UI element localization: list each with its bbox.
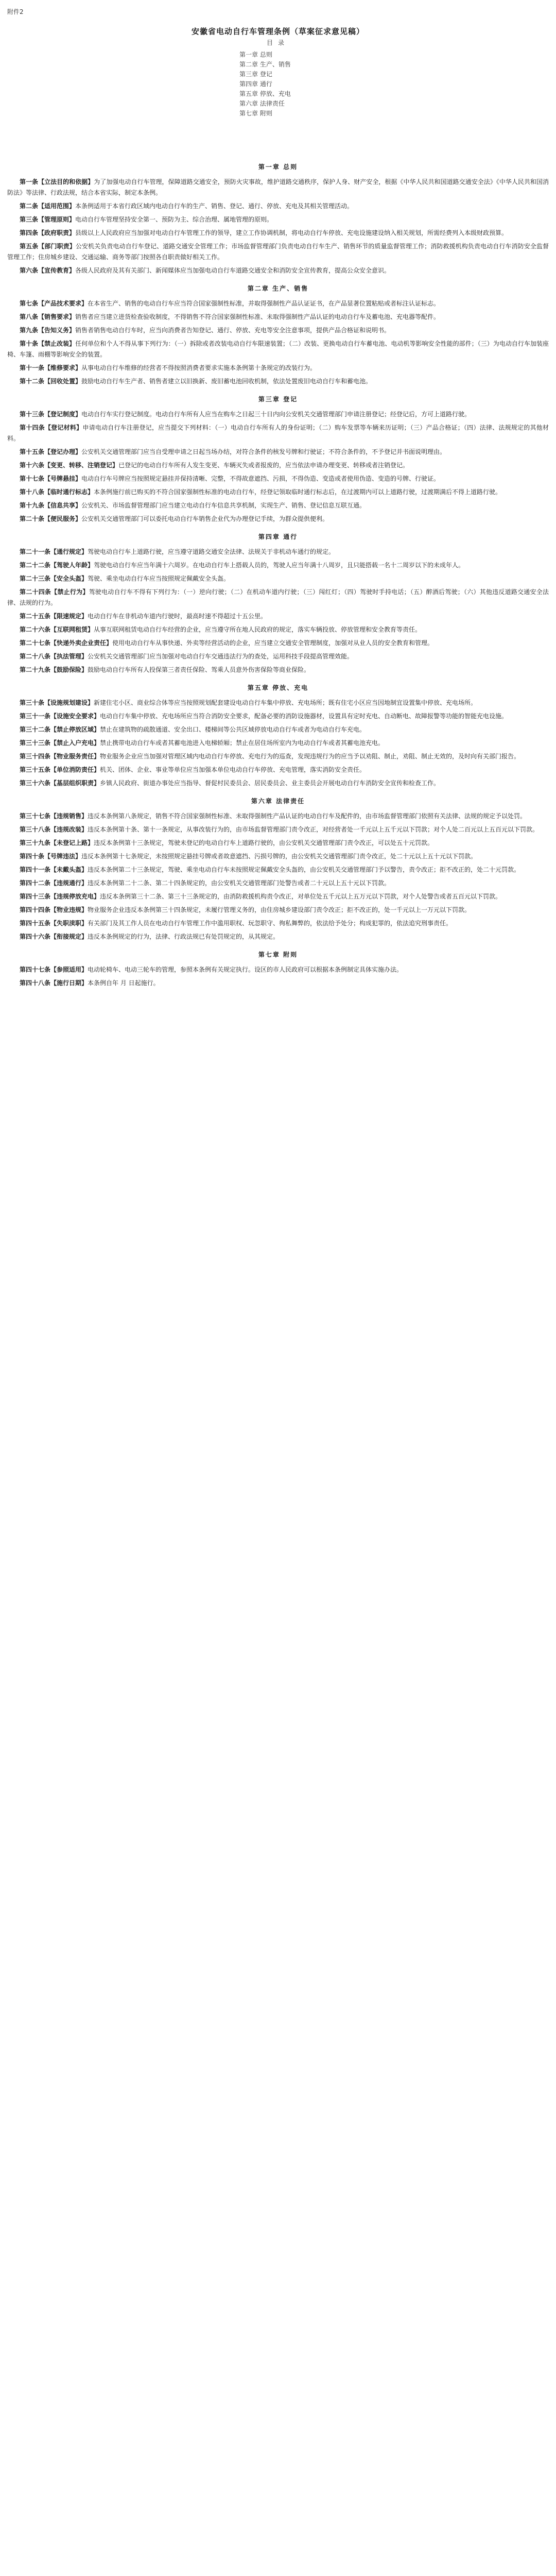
article-paragraph [7, 547, 549, 557]
article-text: 在本省生产、销售的电动自行车应当符合国家强制性标准，并取得强制性产品认证证书，在产品显著位置粘贴或者标注认证标志。 [88, 300, 440, 307]
article-paragraph [7, 201, 549, 212]
article-heading: 第二十五条【限速规定】 [20, 613, 88, 620]
article-paragraph [7, 765, 549, 775]
article-text: 机关、团体、企业、事业等单位应当加强本单位电动自行车停放、充电管理，落实消防安全责任。 [100, 766, 366, 773]
toc-item: 第三章 登记 [239, 71, 272, 78]
article-heading: 第一条【立法目的和依据】 [20, 178, 94, 185]
article-heading: 第四十七条【参照适用】 [20, 966, 88, 973]
article-text: 驾驶电动自行车应当年满十六周岁。在电动自行车上搭载人员的，驾驶人应当年满十八周岁，且只能搭载一名十二周岁以下的未成年人。 [94, 562, 465, 569]
article-text: 销售者应当建立进货检查验收制度，不得销售不符合国家强制性标准、未取得强制性产品认证的电动自行车及蓄电池、充电器等配件。 [75, 313, 440, 320]
chapter-title: 第六章 法律责任 [251, 798, 305, 805]
article-heading: 第十二条【回收处置】 [20, 378, 82, 385]
toc-item: 第七章 附则 [239, 110, 272, 117]
article-paragraph [7, 422, 549, 444]
article-heading: 第三十条【设施规划建设】 [20, 699, 94, 706]
article-heading: 第三十五条【单位消防责任】 [20, 766, 100, 773]
article-heading: 第二十条【便民服务】 [20, 515, 82, 522]
article-heading: 第八条【销售要求】 [20, 313, 76, 320]
article-heading: 第四十二条【违规通行】 [20, 879, 88, 887]
article-paragraph [7, 487, 549, 498]
table-of-contents [0, 38, 556, 118]
article-paragraph [7, 851, 549, 862]
article-paragraph [7, 228, 549, 239]
article-text: 销售者销售电动自行车时，应当向消费者告知登记、通行、停放、充电等安全注意事项，提供产品合格证和说明书。 [75, 327, 391, 334]
article-paragraph [7, 865, 549, 875]
article-heading: 第十三条【登记制度】 [20, 411, 82, 418]
article-paragraph [7, 460, 549, 471]
article-paragraph [7, 891, 549, 902]
article-text: 本条例适用于本省行政区域内电动自行车的生产、销售、登记、通行、停放、充电及其相关管理活动。 [75, 202, 354, 210]
article-heading: 第四十八条【施行日期】 [20, 979, 88, 987]
article-text: 电动轮椅车、电动三轮车的管理，参照本条例有关规定执行。设区的市人民政府可以根据本条例制定具体实施办法。 [88, 966, 403, 973]
article-paragraph [7, 638, 549, 649]
article-paragraph [7, 964, 549, 975]
article-text: 本条例施行前已购买的不符合国家强制性标准的电动自行车，经登记领取临时通行标志后，在过渡期内可以上道路行驶，过渡期满后不得上道路行驶。 [94, 488, 502, 496]
article-heading: 第四十条【号牌违法】 [20, 853, 82, 860]
article-text: 任何单位和个人不得从事下列行为：（一）拆除或者改装电动自行车限速装置；（二）改装、更换电动自行车蓄电池、电动机等影响安全性能的部件；（三）为电动自行车加装座椅、车篷、雨棚等影响安全的装置。 [7, 340, 549, 358]
article-paragraph [7, 265, 549, 276]
article-paragraph [7, 298, 549, 309]
article-heading: 第十一条【维修要求】 [20, 364, 82, 371]
article-heading: 第四十一条【未戴头盔】 [20, 866, 88, 873]
article-text: 电动自行车号牌应当按照规定悬挂并保持清晰、完整，不得故意遮挡、污损，不得伪造、变造或者使用伪造、变造的号牌、行驶证。 [81, 475, 440, 482]
article-text: 从事互联网租赁电动自行车经营的企业，应当遵守所在地人民政府的规定，落实车辆投放、停放管理和安全教育等责任。 [94, 626, 422, 633]
article-text: 违反本条例第二十三条规定，驾驶、乘坐电动自行车未按照规定佩戴安全头盔的，由公安机关交通管理部门予以警告，责令改正；拒不改正的，处二十元罚款。 [88, 866, 520, 873]
article-paragraph [7, 651, 549, 662]
chapter-title: 第二章 生产、销售 [247, 285, 309, 292]
attachment-label: 附件2 [7, 8, 24, 15]
article-text: 使用电动自行车从事快递、外卖等经营活动的企业，应当建立交通安全管理制度，加强对从业人员的安全教育和管理。 [112, 639, 434, 647]
article-heading: 第二条【适用范围】 [20, 202, 76, 210]
article-paragraph [7, 811, 549, 822]
article-paragraph [7, 338, 549, 360]
toc-item: 第六章 法律责任 [239, 100, 285, 107]
article-paragraph [7, 241, 549, 263]
article-paragraph [7, 698, 549, 708]
article-heading: 第九条【告知义务】 [20, 327, 76, 334]
article-paragraph [7, 447, 549, 457]
article-text: 县级以上人民政府应当加强对电动自行车管理工作的领导，建立工作协调机制，将电动自行车停放、充电设施建设纳入相关规划，所需经费列入本级财政预算。 [75, 229, 508, 236]
article-paragraph [7, 573, 549, 584]
article-text: 从事电动自行车维修的经营者不得按照消费者要求实施本条例第十条规定的改装行为。 [81, 364, 317, 371]
article-paragraph [7, 978, 549, 989]
article-paragraph [7, 665, 549, 675]
toc-item: 第一章 总则 [239, 51, 272, 58]
article-text: 新建住宅小区、商业综合体等应当按照规划配套建设电动自行车集中停放、充电场所；既有住宅小区应当因地制宜设置集中停放、充电场所。 [94, 699, 477, 706]
article-heading: 第三十九条【未登记上路】 [20, 839, 94, 846]
article-paragraph [7, 473, 549, 484]
article-text: 物业服务企业违反本条例第三十四条规定，未履行管理义务的，由住房城乡建设部门责令改正；拒不改正的，处一千元以上一万元以下罚款。 [88, 906, 471, 913]
article-text: 鼓励电动自行车所有人投保第三者责任保险、驾乘人员意外伤害保险等商业保险。 [88, 666, 310, 673]
article-text: 公安机关负责电动自行车登记、道路交通安全管理工作；市场监督管理部门负责电动自行车生产、销售环节的质量监督管理工作；消防救援机构负责电动自行车消防安全监督管理工作；住房城乡建设、交通运输、商务等部门按照各自职责做好相关工作。 [7, 243, 549, 261]
article-heading: 第二十九条【鼓励保险】 [20, 666, 88, 673]
article-text: 违反本条例第十条、第十一条规定，从事改装行为的，由市场监督管理部门责令改正，对经营者处一千元以上五千元以下罚款；对个人处二百元以上五百元以下罚款。 [88, 826, 539, 833]
article-paragraph [7, 711, 549, 722]
chapter-title: 第三章 登记 [258, 396, 298, 403]
article-heading: 第七条【产品技术要求】 [20, 300, 88, 307]
article-heading: 第二十八条【执法管理】 [20, 653, 88, 660]
article-paragraph [7, 376, 549, 387]
article-text: 鼓励电动自行车生产者、销售者建立以旧换新、废旧蓄电池回收机制，依法处置废旧电动自行车和蓄电池。 [81, 378, 372, 385]
article-heading: 第三十三条【禁止入户充电】 [20, 739, 100, 747]
article-paragraph [7, 363, 549, 374]
chapter-title: 第一章 总则 [258, 163, 298, 171]
article-heading: 第二十二条【驾驶人年龄】 [20, 562, 94, 569]
article-text: 为了加强电动自行车管理，保障道路交通安全，预防火灾事故，维护道路交通秩序，保护人身、财产安全，根据《中华人民共和国道路交通安全法》《中华人民共和国消防法》等法律、行政法规，结合本省实际，制定本条例。 [7, 178, 549, 196]
chapter-title: 第五章 停放、充电 [247, 684, 309, 691]
toc-heading: 目录 [266, 39, 289, 46]
article-heading: 第六条【宣传教育】 [20, 267, 76, 274]
article-heading: 第三十四条【物业服务责任】 [20, 753, 100, 760]
article-text: 违反本条例第三十二条、第三十三条规定的，由消防救援机构责令改正，对单位处五千元以上五万元以下罚款，对个人处警告或者五百元以下罚款。 [100, 893, 502, 900]
article-text: 物业服务企业应当加强对管理区域内电动自行车停放、充电行为的巡查，发现违规行为的应当予以劝阻、制止，劝阻、制止无效的，及时向有关部门报告。 [100, 753, 520, 760]
article-heading: 第四条【政府职责】 [20, 229, 76, 236]
article-text: 电动自行车集中停放、充电场所应当符合消防安全要求，配备必要的消防设施器材，设置具有定时充电、自动断电、故障报警等功能的智能充电设施。 [100, 713, 508, 720]
article-paragraph [7, 312, 549, 323]
toc-item: 第二章 生产、销售 [239, 61, 291, 68]
article-heading: 第三条【管理原则】 [20, 216, 76, 223]
article-heading: 第四十四条【物业违规】 [20, 906, 88, 913]
article-text: 公安机关交通管理部门可以委托电动自行车销售企业代为办理登记手续，为群众提供便利。 [81, 515, 329, 522]
toc-item: 第四章 通行 [239, 80, 272, 88]
article-text: 乡镇人民政府、街道办事处应当指导、督促村民委员会、居民委员会、业主委员会开展电动自行车消防安全宣传和检查工作。 [100, 779, 440, 787]
article-text: 驾驶电动自行车上道路行驶，应当遵守道路交通安全法律、法规关于非机动车通行的规定。 [88, 548, 335, 555]
article-heading: 第五条【部门职责】 [20, 243, 76, 250]
article-text: 驾驶电动自行车不得有下列行为：（一）逆向行驶；（二）在机动车道内行驶；（三）闯红灯；（四）驾驶时手持电话；（五）醉酒后驾驶；（六）其他违反道路交通安全法律、法规的行为。 [7, 588, 549, 606]
toc-item: 第五章 停放、充电 [239, 90, 291, 97]
article-paragraph [7, 838, 549, 849]
article-heading: 第十八条【临时通行标志】 [20, 488, 94, 496]
article-heading: 第二十四条【禁止行为】 [20, 588, 89, 596]
article-paragraph [7, 514, 549, 524]
article-paragraph [7, 624, 549, 635]
article-paragraph [7, 905, 549, 916]
article-text: 驾驶、乘坐电动自行车应当按照规定佩戴安全头盔。 [88, 575, 230, 582]
article-paragraph [7, 918, 549, 929]
chapter-title: 第四章 通行 [258, 533, 298, 540]
article-heading: 第三十八条【违规改装】 [20, 826, 88, 833]
article-paragraph [7, 751, 549, 762]
article-heading: 第三十一条【设施安全要求】 [20, 713, 100, 720]
article-heading: 第四十六条【衔接规定】 [20, 933, 88, 940]
article-heading: 第二十三条【安全头盔】 [20, 575, 88, 582]
article-heading: 第四十五条【失职渎职】 [20, 920, 88, 927]
article-text: 违反本条例第十三条规定，驾驶未登记的电动自行车上道路行驶的，由公安机关交通管理部门责令改正，可以处五十元罚款。 [94, 839, 434, 846]
article-paragraph [7, 214, 549, 225]
article-text: 本条例自年 月 日起施行。 [88, 979, 160, 987]
article-text: 电动自行车在非机动车道内行驶时，最高时速不得超过十五公里。 [88, 613, 267, 620]
article-heading: 第十七条【号牌悬挂】 [20, 475, 82, 482]
article-paragraph [7, 560, 549, 571]
article-paragraph [7, 500, 549, 511]
chapter-title: 第七章 附则 [258, 951, 298, 958]
article-paragraph [7, 824, 549, 835]
article-paragraph [7, 325, 549, 336]
article-heading: 第十四条【登记材料】 [20, 424, 83, 431]
article-paragraph [7, 778, 549, 789]
document-title: 安徽省电动自行车管理条例（草案征求意见稿） [191, 27, 364, 36]
document-body [7, 155, 549, 991]
article-heading: 第二十一条【通行规定】 [20, 548, 88, 555]
article-heading: 第三十二条【禁止停放区域】 [20, 726, 100, 733]
article-text: 有关部门及其工作人员在电动自行车管理工作中滥用职权、玩忽职守、徇私舞弊的，依法给予处分；构成犯罪的，依法追究刑事责任。 [88, 920, 453, 927]
article-heading: 第三十七条【违规销售】 [20, 812, 88, 820]
article-heading: 第十九条【信息共享】 [20, 502, 82, 509]
article-text: 违反本条例规定的行为，法律、行政法规已有处罚规定的，从其规定。 [88, 933, 280, 940]
article-text: 电动自行车管理坚持安全第一、预防为主、综合治理、属地管理的原则。 [75, 216, 273, 223]
article-paragraph [7, 931, 549, 942]
article-paragraph [7, 724, 549, 735]
article-paragraph [7, 177, 549, 198]
article-heading: 第十六条【变更、转移、注销登记】 [20, 462, 119, 469]
article-text: 电动自行车实行登记制度。电动自行车所有人应当在购车之日起三十日内向公安机关交通管理部门申请注册登记；经登记后，方可上道路行驶。 [81, 411, 471, 418]
toc-list [0, 50, 556, 118]
article-text: 申请电动自行车注册登记，应当提交下列材料：（一）电动自行车所有人的身份证明；（二）购车发票等车辆来历证明；（三）产品合格证；（四）法律、法规规定的其他材料。 [7, 424, 549, 442]
article-heading: 第二十七条【快递外卖企业责任】 [20, 639, 113, 647]
article-text: 禁止携带电动自行车或者其蓄电池进入电梯轿厢；禁止在居住场所室内为电动自行车或者其蓄电池充电。 [100, 739, 385, 747]
article-text: 公安机关交通管理部门应当加强对电动自行车交通违法行为的查处，运用科技手段提高管理效能。 [88, 653, 354, 660]
article-text: 违反本条例第二十二条、第二十四条规定的，由公安机关交通管理部门处警告或者二十元以上五十元以下罚款。 [88, 879, 391, 887]
article-paragraph [7, 587, 549, 608]
article-text: 公安机关、市场监督管理部门应当建立电动自行车信息共享机制，实现生产、销售、登记信息互联互通。 [81, 502, 366, 509]
article-text: 各级人民政府及其有关部门、新闻媒体应当加强电动自行车道路交通安全和消防安全宣传教育，提高公众安全意识。 [75, 267, 391, 274]
article-text: 已登记的电动自行车所有人发生变更、车辆灭失或者报废的，应当依法申请办理变更、转移或者注销登记。 [118, 462, 409, 469]
article-heading: 第三十六条【基层组织职责】 [20, 779, 100, 787]
article-paragraph [7, 878, 549, 889]
article-paragraph [7, 611, 549, 622]
article-heading: 第四十三条【违规停放充电】 [20, 893, 100, 900]
article-paragraph [7, 738, 549, 749]
article-heading: 第十五条【登记办理】 [20, 448, 82, 455]
article-paragraph [7, 409, 549, 420]
article-text: 违反本条例第八条规定，销售不符合国家强制性标准、未取得强制性产品认证的电动自行车及配件的，由市场监督管理部门依照有关法律、法规的规定予以处罚。 [88, 812, 527, 820]
article-heading: 第十条【禁止改装】 [20, 340, 76, 347]
article-heading: 第二十六条【互联网租赁】 [20, 626, 94, 633]
article-text: 违反本条例第十七条规定，未按照规定悬挂号牌或者故意遮挡、污损号牌的，由公安机关交通管理部门责令改正，处二十元以上五十元以下罚款。 [81, 853, 477, 860]
article-text: 公安机关交通管理部门应当自受理申请之日起当场办结，对符合条件的核发号牌和行驶证；不符合条件的，不予登记并书面说明理由。 [81, 448, 446, 455]
article-text: 禁止在建筑物的疏散通道、安全出口、楼梯间等公共区域停放电动自行车或者为电动自行车充电。 [100, 726, 366, 733]
